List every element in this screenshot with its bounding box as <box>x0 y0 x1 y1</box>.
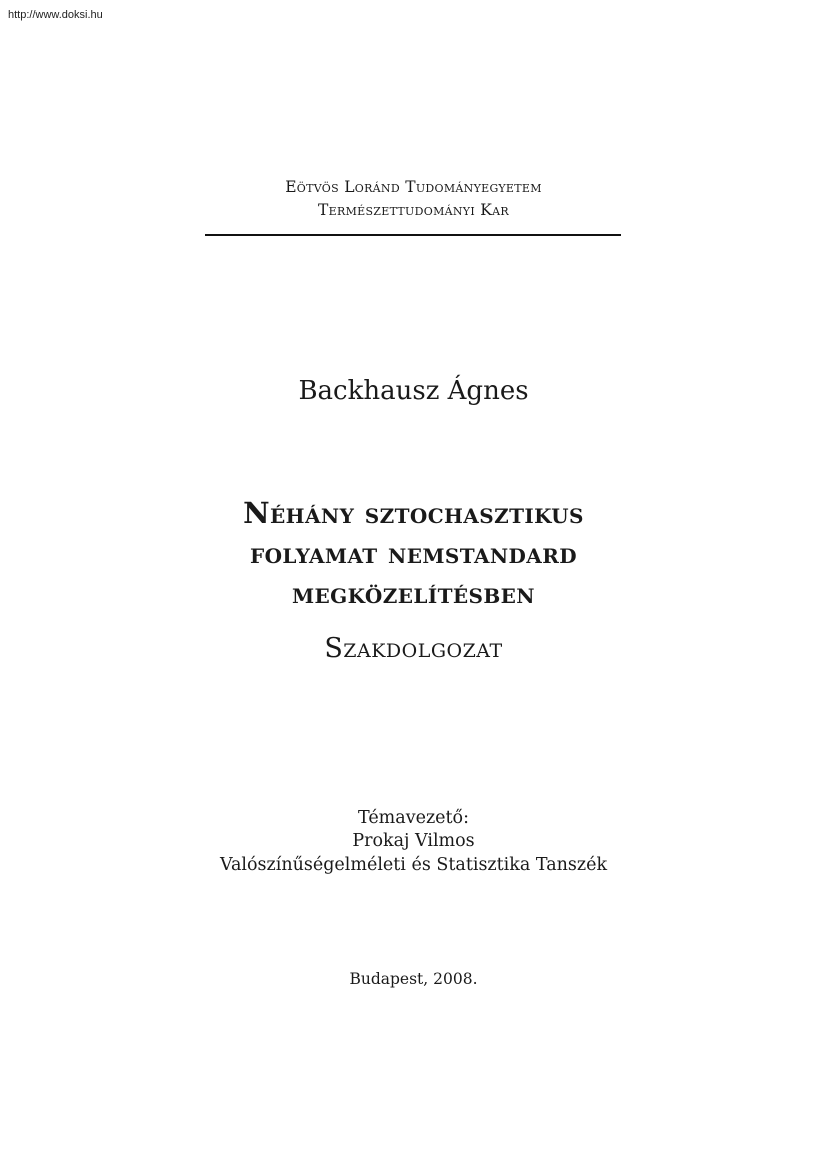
header-divider <box>205 234 621 236</box>
document-type: Szakdolgozat <box>324 633 503 664</box>
thesis-title-line-3: megközelítésben <box>292 576 535 610</box>
thesis-title-line-1: Néhány sztochasztikus <box>243 496 584 530</box>
advisor-name: Prokaj Vilmos <box>352 831 475 851</box>
place-and-date: Budapest, 2008. <box>349 970 478 988</box>
author-name: Backhausz Ágnes <box>298 376 529 406</box>
source-url-link[interactable]: http://www.doksi.hu <box>8 9 103 21</box>
university-name: Eötvös Loránd Tudományegyetem <box>285 178 542 196</box>
advisor-label: Témavezető: <box>358 808 469 828</box>
advisor-department: Valószínűségelméleti és Statisztika Tanszék <box>219 855 608 875</box>
thesis-title-line-2: folyamat nemstandard <box>250 536 577 570</box>
faculty-name: Természettudományi Kar <box>318 201 509 219</box>
